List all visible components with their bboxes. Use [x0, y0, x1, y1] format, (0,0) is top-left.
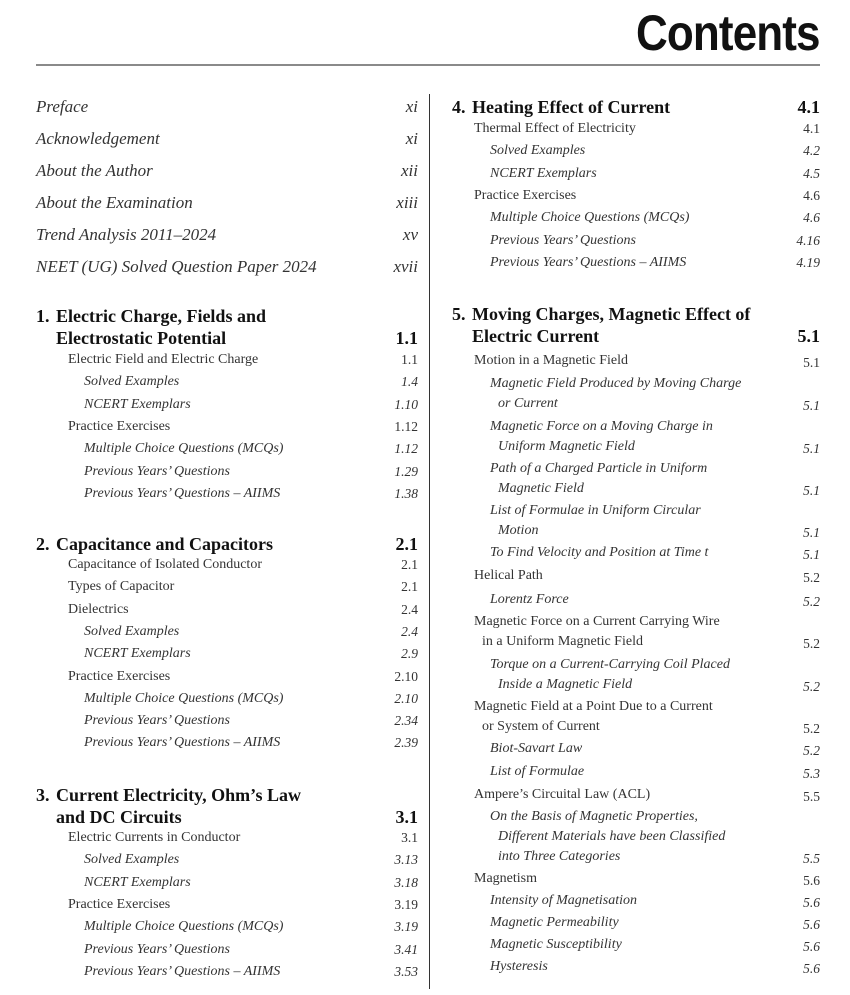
toc-section-item[interactable]	[36, 352, 418, 368]
page-number: 5.1	[803, 398, 820, 413]
front-matter-title: Acknowledgement	[36, 129, 160, 148]
entry-line: Magnetic Field at a Point Due to a Current	[474, 699, 713, 714]
toc-subsection-item[interactable]	[36, 942, 418, 958]
chapter-title	[36, 784, 396, 828]
subsection-title	[452, 459, 803, 499]
chapter-heading[interactable]	[36, 305, 418, 349]
chapter-title-line: Moving Charges, Magnetic Effect of	[472, 304, 751, 324]
page-number: 5.1	[803, 441, 820, 456]
section-title: Capacitance of Isolated Conductor	[68, 557, 262, 572]
toc-subsection-item[interactable]	[36, 441, 418, 457]
toc-subsection-item[interactable]	[452, 374, 820, 414]
page-number: 2.39	[394, 735, 418, 751]
subsection-title	[452, 807, 803, 867]
toc-subsection-item[interactable]	[452, 590, 820, 610]
entry-line: or Current	[498, 396, 558, 411]
entry-line: Biot-Savart Law	[490, 741, 583, 756]
page-number: xiii	[396, 193, 418, 212]
toc-section-item[interactable]	[36, 897, 418, 913]
page-number: 2.1	[401, 557, 418, 572]
toc-section-item[interactable]	[36, 557, 418, 573]
entry-line: Magnetic Field	[498, 481, 584, 496]
toc-section-item[interactable]	[36, 419, 418, 435]
toc-subsection-item[interactable]	[452, 459, 820, 499]
page-number: 4.5	[803, 165, 820, 181]
toc-subsection-item[interactable]	[36, 374, 418, 390]
toc-subsection-item[interactable]	[452, 655, 820, 695]
entry-line: On the Basis of Magnetic Properties,	[490, 809, 698, 824]
page-number: 3.13	[394, 852, 418, 868]
toc-subsection-item[interactable]	[452, 762, 820, 782]
section-title: Electric Field and Electric Charge	[68, 352, 259, 367]
toc-subsection-item[interactable]	[36, 964, 418, 980]
toc-subsection-item[interactable]	[452, 957, 820, 977]
toc-section-item[interactable]	[36, 830, 418, 846]
subsection-title: NCERT Exemplars	[84, 396, 191, 412]
section-title: Practice Exercises	[68, 896, 171, 912]
front-matter-title: About the Author	[36, 161, 153, 180]
entry-line: or System of Current	[482, 719, 600, 734]
entry-line: Magnetic Susceptibility	[490, 937, 622, 952]
chapter-title-line: Current Electricity, Ohm’s Law	[56, 785, 301, 805]
chapter-title	[452, 96, 798, 118]
page-number: 1.38	[394, 485, 418, 501]
toc-subsection-item[interactable]	[452, 913, 820, 933]
subsection-title: Multiple Choice Questions (MCQs)	[490, 210, 690, 226]
subsection-title: Solved Examples	[84, 374, 180, 390]
front-matter-title: NEET (UG) Solved Question Paper 2024	[36, 257, 317, 276]
page-number: 3.18	[394, 874, 418, 890]
page-number: 5.6	[803, 939, 820, 954]
subsection-title: Previous Years’ Questions	[84, 941, 230, 957]
toc-front-matter-item[interactable]	[36, 193, 418, 213]
page-number: 5.6	[803, 895, 820, 910]
chapter-title-line: Electrostatic Potential	[56, 328, 227, 348]
front-matter-title: Preface	[36, 97, 89, 116]
section-title: Practice Exercises	[68, 668, 171, 684]
chapter-title-line: Electric Current	[472, 326, 600, 346]
page-number: 2.10	[394, 690, 418, 706]
entry-line: Ampere’s Circuital Law (ACL)	[474, 787, 651, 802]
chapter-number: 4.	[452, 97, 466, 117]
page-number: 5.6	[803, 873, 820, 888]
entry-line: Magnetic Force on a Current Carrying Wire	[474, 614, 720, 629]
entry-line: in a Uniform Magnetic Field	[482, 634, 643, 649]
chapter-heading[interactable]	[36, 784, 418, 828]
chapter-page-number: 4.1	[797, 97, 820, 117]
page-number: 4.6	[803, 210, 820, 226]
toc-section-item[interactable]	[452, 612, 820, 652]
entry-line: Intensity of Magnetisation	[490, 893, 637, 908]
chapter-number: 1.	[36, 306, 50, 326]
toc-section-item[interactable]	[452, 785, 820, 805]
section-title	[452, 351, 803, 371]
subsection-title: Previous Years’ Questions	[84, 463, 230, 479]
page-title: Contents	[636, 5, 820, 61]
entry-line: Magnetic Force on a Moving Charge in	[490, 419, 713, 434]
page-number: xv	[402, 225, 418, 244]
entry-line: To Find Velocity and Position at Time t	[490, 545, 709, 560]
toc-section-item[interactable]	[452, 869, 820, 889]
subsection-title: Previous Years’ Questions	[490, 232, 636, 248]
page-number: 1.12	[394, 418, 418, 434]
toc-subsection-item[interactable]	[452, 501, 820, 541]
subsection-title	[452, 374, 803, 414]
entry-line: Path of a Charged Particle in Uniform	[490, 461, 708, 476]
toc-subsection-item[interactable]	[36, 691, 418, 707]
subsection-title: NCERT Exemplars	[84, 646, 191, 662]
toc-front-matter-item[interactable]	[36, 257, 418, 277]
page-number: xii	[401, 161, 418, 180]
page-number: 5.1	[803, 355, 820, 370]
toc-section-item[interactable]	[452, 351, 820, 371]
subsection-title: Previous Years’ Questions – AIIMS	[84, 735, 281, 751]
toc-section-item[interactable]	[452, 188, 820, 204]
page-number: 3.41	[394, 941, 418, 957]
section-title: Dielectrics	[68, 601, 129, 617]
subsection-title: Previous Years’ Questions	[84, 713, 230, 729]
page-number: 5.6	[803, 961, 820, 976]
toc-subsection-item[interactable]	[452, 143, 820, 159]
entry-line: Helical Path	[474, 568, 543, 583]
entry-line: Magnetic Permeability	[490, 915, 619, 930]
toc-section-item[interactable]	[452, 566, 820, 586]
section-title: Thermal Effect of Electricity	[474, 121, 636, 136]
page-number: 4.19	[796, 254, 820, 270]
chapter-page-number: 5.1	[797, 326, 820, 346]
toc-section-item[interactable]	[36, 602, 418, 618]
entry-line: Different Materials have been Classified	[498, 829, 726, 844]
chapter-heading[interactable]	[36, 533, 418, 555]
chapter-number: 3.	[36, 785, 50, 805]
entry-line: Hysteresis	[490, 959, 548, 974]
entry-line: Torque on a Current-Carrying Coil Placed	[490, 657, 730, 672]
page-number: 3.53	[394, 963, 418, 979]
page-number: 2.4	[401, 601, 418, 617]
page-number: 1.1	[401, 352, 418, 367]
subsection-title	[452, 655, 803, 695]
toc-subsection-item[interactable]	[452, 255, 820, 271]
toc-front-matter-item[interactable]	[36, 97, 418, 117]
page-number: 5.3	[803, 766, 820, 781]
section-title	[452, 697, 803, 737]
page-number: 5.1	[803, 483, 820, 498]
chapter-title-line: Capacitance and Capacitors	[56, 534, 273, 554]
section-title: Practice Exercises	[68, 418, 171, 434]
subsection-title: Previous Years’ Questions – AIIMS	[84, 485, 281, 501]
toc-front-matter-item[interactable]	[36, 225, 418, 245]
subsection-title: Multiple Choice Questions (MCQs)	[84, 441, 284, 457]
toc-subsection-item[interactable]	[452, 166, 820, 182]
subsection-title: Solved Examples	[84, 852, 180, 868]
chapter-title	[36, 305, 396, 349]
subsection-title	[452, 501, 803, 541]
subsection-title: NCERT Exemplars	[84, 874, 191, 890]
page-number: 5.2	[803, 743, 820, 758]
toc-subsection-item[interactable]	[452, 233, 820, 249]
toc-subsection-item[interactable]	[36, 486, 418, 502]
chapter-heading[interactable]	[452, 96, 820, 118]
page-number: 5.2	[803, 721, 820, 736]
toc-subsection-item[interactable]	[452, 807, 820, 867]
toc-subsection-item[interactable]	[452, 891, 820, 911]
subsection-title	[452, 739, 803, 759]
page-number: 5.1	[803, 547, 820, 562]
chapter-page-number: 3.1	[395, 807, 418, 827]
entry-line: Lorentz Force	[490, 592, 569, 607]
entry-line: Inside a Magnetic Field	[498, 677, 633, 692]
column-divider	[429, 94, 430, 989]
toc-front-matter-item[interactable]	[36, 129, 418, 149]
section-title: Electric Currents in Conductor	[68, 830, 241, 845]
title-rule	[36, 64, 820, 66]
subsection-title	[452, 762, 803, 782]
page-number: 4.2	[803, 143, 820, 159]
toc-subsection-item[interactable]	[452, 543, 820, 563]
page-number: 5.2	[803, 570, 820, 585]
subsection-title	[452, 543, 803, 563]
entry-line: Motion in a Magnetic Field	[474, 353, 628, 368]
chapter-title-line: Electric Charge, Fields and	[56, 306, 266, 326]
subsection-title: Multiple Choice Questions (MCQs)	[84, 690, 284, 706]
page-number: xi	[405, 97, 418, 116]
entry-line: into Three Categories	[498, 849, 621, 864]
page-number: 4.1	[803, 121, 820, 136]
page-number: 2.10	[394, 668, 418, 684]
toc-subsection-item[interactable]	[36, 852, 418, 868]
page-number: 2.34	[394, 713, 418, 729]
section-title	[452, 869, 803, 889]
section-title: Practice Exercises	[474, 187, 577, 203]
page-number: 2.4	[401, 623, 418, 639]
page-number: 5.2	[803, 679, 820, 694]
entry-line: Magnetism	[474, 871, 537, 886]
section-title	[452, 785, 803, 805]
entry-line: List of Formulae	[490, 764, 585, 779]
chapter-title	[452, 303, 798, 347]
page-number: 4.16	[796, 232, 820, 248]
page-number: xvii	[393, 257, 418, 276]
page-number: 3.1	[401, 830, 418, 845]
chapter-page-number: 2.1	[395, 534, 418, 554]
page-number: 1.10	[394, 396, 418, 412]
page-number: 5.1	[803, 525, 820, 540]
subsection-title	[452, 913, 803, 933]
toc-subsection-item[interactable]	[36, 919, 418, 935]
entry-line: Uniform Magnetic Field	[498, 439, 635, 454]
page-number: 1.12	[394, 441, 418, 457]
subsection-title	[452, 590, 803, 610]
subsection-title: Solved Examples	[84, 623, 180, 639]
subsection-title: Solved Examples	[490, 143, 586, 159]
subsection-title	[452, 891, 803, 911]
page-number: 3.19	[394, 896, 418, 912]
toc-subsection-item[interactable]	[36, 397, 418, 413]
toc-subsection-item[interactable]	[452, 935, 820, 955]
toc-subsection-item[interactable]	[452, 739, 820, 759]
page-number: 4.6	[803, 187, 820, 203]
section-title: Types of Capacitor	[68, 579, 175, 595]
subsection-title	[452, 935, 803, 955]
page-number: 5.5	[803, 789, 820, 804]
subsection-title: Previous Years’ Questions – AIIMS	[84, 963, 281, 979]
entry-line: Magnetic Field Produced by Moving Charge	[490, 376, 742, 391]
toc-section-item[interactable]	[452, 697, 820, 737]
toc-subsection-item[interactable]	[36, 713, 418, 729]
page-number: 1.4	[401, 374, 418, 390]
chapter-page-number: 1.1	[395, 328, 418, 348]
toc-subsection-item[interactable]	[36, 875, 418, 891]
subsection-title: Multiple Choice Questions (MCQs)	[84, 919, 284, 935]
entry-line: Motion	[498, 523, 539, 538]
page-number: 5.2	[803, 636, 820, 651]
page-number: 5.6	[803, 917, 820, 932]
toc-front-matter-item[interactable]	[36, 161, 418, 181]
front-matter-title: Trend Analysis 2011–2024	[36, 225, 217, 244]
toc-subsection-item[interactable]	[36, 735, 418, 751]
page-number: 3.19	[394, 919, 418, 935]
subsection-title: NCERT Exemplars	[490, 165, 597, 181]
front-matter-title: About the Examination	[36, 193, 193, 212]
entry-line: List of Formulae in Uniform Circular	[490, 503, 701, 518]
page-number: 5.5	[803, 851, 820, 866]
toc-subsection-item[interactable]	[36, 624, 418, 640]
section-title	[452, 612, 803, 652]
page-number: xi	[405, 129, 418, 148]
toc-subsection-item[interactable]	[36, 464, 418, 480]
subsection-title	[452, 417, 803, 457]
toc-section-item[interactable]	[36, 669, 418, 685]
subsection-title: Previous Years’ Questions – AIIMS	[490, 254, 687, 270]
toc-subsection-item[interactable]	[452, 417, 820, 457]
page-number: 1.29	[394, 463, 418, 479]
toc-section-item[interactable]	[452, 121, 820, 137]
toc-subsection-item[interactable]	[36, 646, 418, 662]
page-number: 2.9	[401, 646, 418, 662]
chapter-heading[interactable]	[452, 303, 820, 347]
page-number: 5.2	[803, 594, 820, 609]
subsection-title	[452, 957, 803, 977]
page-number: 2.1	[401, 579, 418, 595]
chapter-number: 2.	[36, 534, 50, 554]
toc-section-item[interactable]	[36, 579, 418, 595]
section-title	[452, 566, 803, 586]
chapter-title-line: Heating Effect of Current	[472, 97, 671, 117]
chapter-number: 5.	[452, 304, 466, 324]
chapter-title-line: and DC Circuits	[56, 807, 182, 827]
chapter-title	[36, 533, 396, 555]
toc-subsection-item[interactable]	[452, 210, 820, 226]
